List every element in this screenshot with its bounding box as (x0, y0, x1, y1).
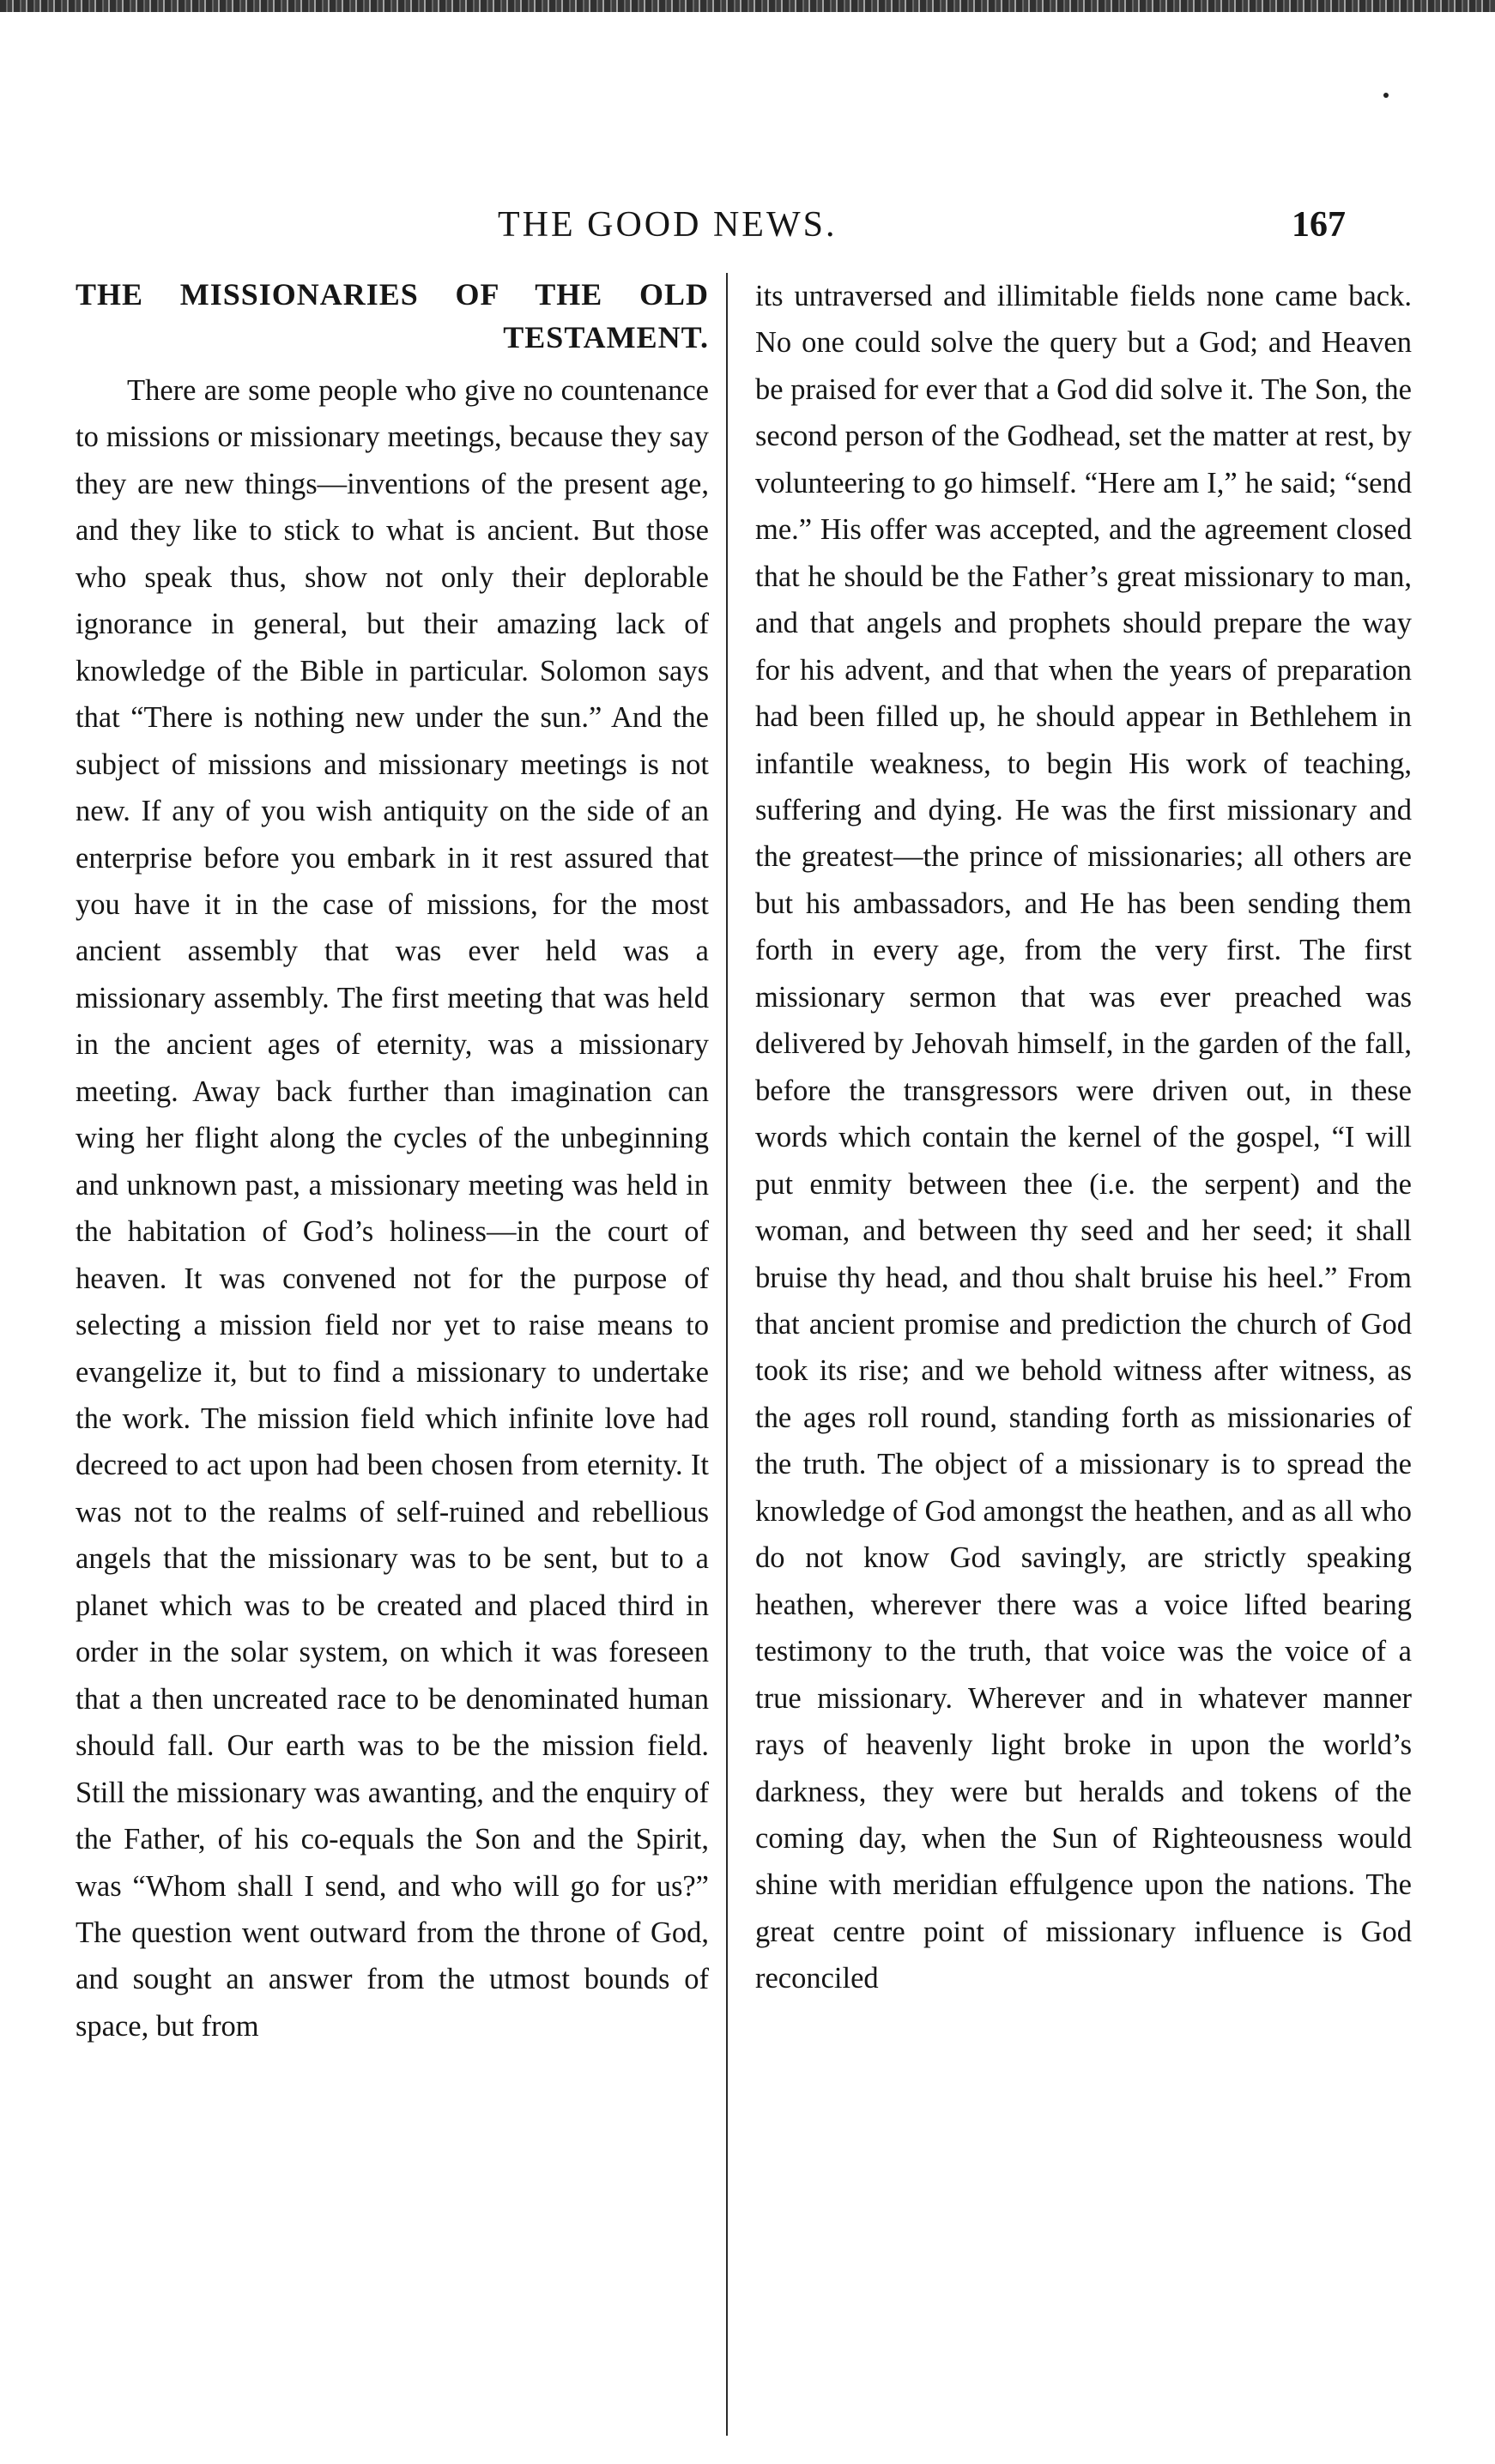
article-body-right: its untraversed and illimitable fields none came back. No one could solve the query but a God; and Heaven be praised for ever that a God did solve it. The Son, the second person of the Godhead, set the matter at rest, by volunteering to go himself. “Here am I,” he said; “send me.” His offer was accepted, and the agreement closed that he should be the Father’s great missionary to man, and that angels and prophets should prepare the way for his advent, and that when the years of preparation had been filled up, he should appear in Bethlehem in infantile weakness, to begin His work of teaching, suffering and dying. He was the first missionary and the greatest—the prince of missionaries; all others are but his ambassadors, and He has been sending them forth in every age, from the very first. The first missionary sermon that was ever preached was delivered by Jehovah himself, in the garden of the fall, before the transgressors were driven out, in these words which contain the kernel of the gospel, “I will put enmity between thee (i.e. the serpent) and the woman, and between thy seed and her seed; it shall bruise thy head, and thou shalt bruise his heel.” From that ancient promise and prediction the church of God took its rise; and we behold witness after witness, as the ages roll round, standing forth as missionaries of the truth. The object of a missionary is to spread the knowledge of God amongst the heathen, and as all who do not know God savingly, are strictly speaking heathen, wherever there was a voice lifted bearing testimony to the truth, that voice was the voice of a true missionary. Wherever and in whatever manner rays of heavenly light broke in upon the world’s darkness, they were but heralds and tokens of the coming day, when the Sun of Righteousness would shine with meridian effulgence upon the nations. The great centre point of missionary influence is God reconciled (755, 280, 1412, 1995)
print-speck (1383, 93, 1389, 98)
running-header (0, 199, 1495, 251)
article-body-left: There are some people who give no countenance to missions or missionary meetings, because they say they are new things—inventions of the present age, and they like to stick to what is ancient. But those who speak thus, show not only their deplorable ignorance in general, but their amazing lack of knowledge of the Bible in particular. Solomon says that “There is nothing new under the sun.” And the subject of missions and missionary meetings is not new. If any of you wish antiquity on the side of an enterprise before you embark in it rest assured that you have it in the case of missions, for the most ancient assembly that was ever held was a missionary assembly. The first meeting that was held in the ancient ages of eternity, was a missionary meeting. Away back further than imagination can wing her flight along the cycles of the unbeginning and unknown past, a missionary meeting was held in the habitation of God’s holiness—in the court of heaven. It was convened not for the purpose of selecting a mission field nor yet to raise means to evangelize it, but to find a missionary to undertake the work. The mission field which infinite love had decreed to act upon had been chosen from eternity. It was not to the realms of self-ruined and rebellious angels that the missionary was to be sent, but to a planet which was to be created and placed third in order in the solar system, on which it was foreseen that a then uncreated race to be denominated human should fall. Our earth was to be the mission field. Still the missionary was awanting, and the enquiry of the Father, of his co-equals the Son and the Spirit, was “Whom shall I send, and who will go for us?” The question went outward from the throne of God, and sought an answer from the utmost bounds of space, but from (76, 374, 709, 2043)
left-column (76, 273, 709, 2049)
right-column (755, 273, 1412, 2002)
running-title: THE GOOD NEWS. (498, 205, 838, 245)
top-border-decoration (0, 0, 1495, 12)
page-number: 167 (1292, 205, 1346, 245)
article-title: THE MISSIONARIES OF THE OLD TESTAMENT. (76, 277, 709, 354)
column-divider (726, 273, 728, 2436)
